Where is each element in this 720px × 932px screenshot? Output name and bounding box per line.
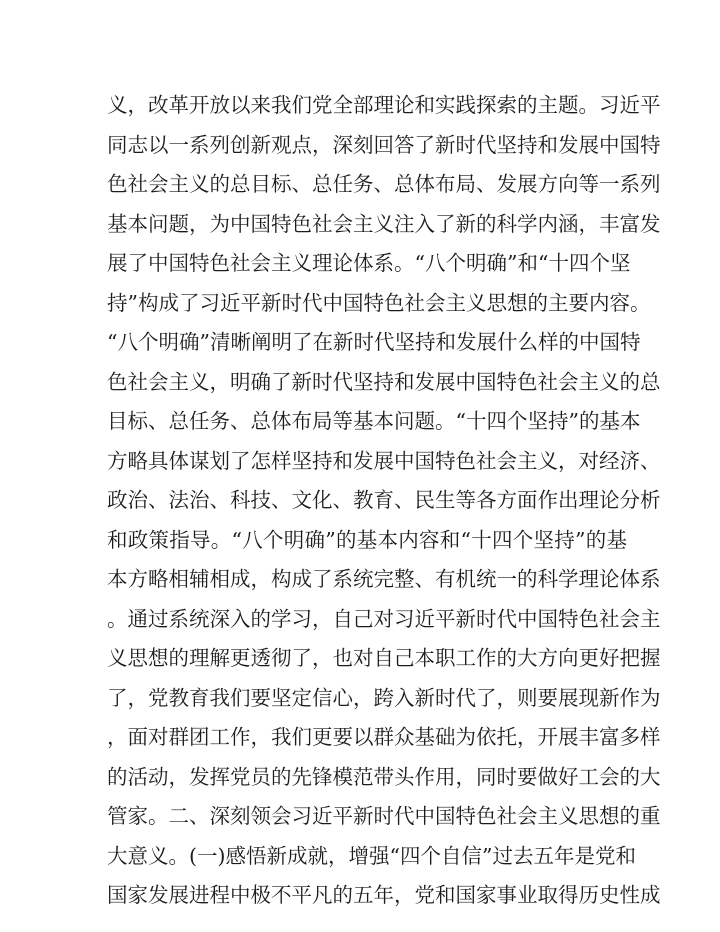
- text-line: 。通过系统深入的学习，自己对习近平新时代中国特色社会主: [107, 606, 661, 631]
- text-line: 国家发展进程中极不平凡的五年，党和国家事业取得历史性成: [107, 883, 661, 907]
- text-line: 色社会主义的总目标、总任务、总体布局、发展方向等一系列: [107, 172, 661, 196]
- text-line: 政治、法治、科技、文化、教育、民生等各方面作出理论分析: [107, 488, 661, 512]
- text-line: 和政策指导。“八个明确”的基本内容和“十四个坚持”的基: [107, 527, 627, 552]
- text-line: 本方略相辅相成，构成了系统完整、有机统一的科学理论体系: [107, 567, 661, 591]
- text-line: ，面对群团工作，我们更要以群众基础为依托，开展丰富多样: [107, 725, 661, 749]
- text-line: 色社会主义，明确了新时代坚持和发展中国特色社会主义的总: [107, 369, 661, 394]
- text-line: 方略具体谋划了怎样坚持和发展中国特色社会主义，对经济、: [107, 448, 661, 473]
- text-line: 持”构成了习近平新时代中国特色社会主义思想的主要内容。: [107, 290, 651, 315]
- text-line: 了，党教育我们要坚定信心，跨入新时代了，则要展现新作为: [107, 685, 661, 710]
- body-text: [107, 86, 661, 916]
- text-line: 的活动，发挥党员的先锋模范带头作用，同时要做好工会的大: [107, 764, 661, 789]
- text-line: 目标、总任务、总体布局等基本问题。“十四个坚持”的基本: [107, 409, 641, 433]
- text-line: “八个明确”清晰阐明了在新时代坚持和发展什么样的中国特: [107, 330, 641, 354]
- text-line: 大意义。(一)感悟新成就，增强“四个自信”过去五年是党和: [107, 843, 636, 868]
- text-line: 管家。二、深刻领会习近平新时代中国特色社会主义思想的重: [107, 804, 661, 828]
- text-line: 义，改革开放以来我们党全部理论和实践探索的主题。习近平: [107, 93, 661, 117]
- text-line: 展了中国特色社会主义理论体系。“八个明确”和“十四个坚: [107, 251, 631, 275]
- text-line: 义思想的理解更透彻了，也对自己本职工作的大方向更好把握: [107, 646, 661, 670]
- text-line: 基本问题，为中国特色社会主义注入了新的科学内涵，丰富发: [107, 211, 661, 236]
- text-line: 同志以一系列创新观点，深刻回答了新时代坚持和发展中国特: [107, 132, 661, 157]
